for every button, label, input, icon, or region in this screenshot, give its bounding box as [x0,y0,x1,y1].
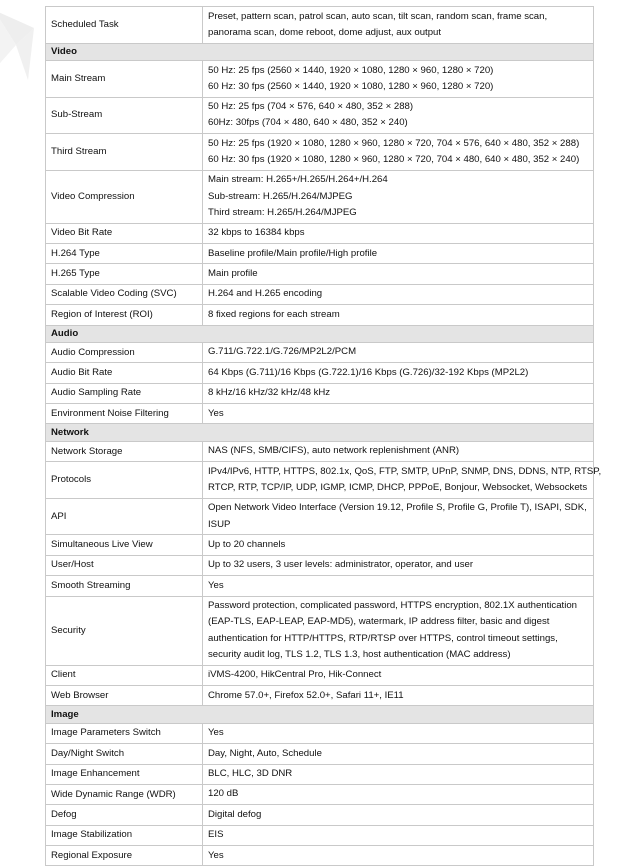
spec-label: Sub-Stream [46,97,203,134]
spec-row-user-host [46,555,594,575]
spec-value [203,243,594,263]
spec-row-video-bit-rate [46,223,594,243]
spec-row-main-stream [46,60,594,97]
spec-label: Image Enhancement [46,764,203,784]
spec-value [203,596,594,665]
spec-label: Audio Compression [46,342,203,362]
spec-value-line: 120 dB [208,788,239,800]
spec-row-image-parameters-switch [46,723,594,743]
spec-value [203,825,594,845]
spec-value-line: Yes [208,407,224,419]
section-title: Network [46,424,594,441]
spec-label: User/Host [46,555,203,575]
spec-value-line: Main profile [208,267,258,279]
spec-row-h-264-type [46,243,594,263]
spec-label: Security [46,596,203,665]
spec-value [203,264,594,284]
spec-value-line: Yes [208,849,224,861]
spec-value-line: Main stream: H.265+/H.265/H.264+/H.264 [208,174,388,186]
spec-value [203,723,594,743]
spec-value-line: Preset, pattern scan, patrol scan, auto scan, tilt scan, random scan, frame scan, [208,10,548,22]
spec-value-line: Digital defog [208,808,262,820]
spec-value [203,97,594,134]
spec-value [203,223,594,243]
spec-value-line: Open Network Video Interface (Version 19.12, Profile S, Profile G, Profile T), ISAPI, SDK, [208,502,587,514]
spec-row-audio-sampling-rate [46,383,594,403]
spec-label: Video Compression [46,170,203,223]
spec-row-third-stream [46,134,594,171]
spec-value-line: Chrome 57.0+, Firefox 52.0+, Safari 11+, IE11 [208,689,404,701]
spec-label: Client [46,665,203,685]
spec-value-line: EIS [208,829,224,841]
section-title: Audio [46,325,594,342]
spec-row-wide-dynamic-range-wdr [46,784,594,804]
spec-label: Wide Dynamic Range (WDR) [46,784,203,804]
spec-label: API [46,498,203,535]
spec-value-line: iVMS-4200, HikCentral Pro, Hik-Connect [208,669,382,681]
spec-row-security [46,596,594,665]
section-title: Image [46,706,594,723]
spec-row-image-enhancement [46,764,594,784]
spec-value-line: Up to 20 channels [208,538,286,550]
spec-value-line: 50 Hz: 25 fps (704 × 576, 640 × 480, 352 × 288) [208,101,414,113]
spec-row-defog [46,805,594,825]
spec-value [203,498,594,535]
spec-value-line: panorama scan, dome reboot, dome adjust, aux output [208,26,442,38]
spec-value [203,60,594,97]
spec-value-line: 50 Hz: 25 fps (1920 × 1080, 1280 × 960, 1280 × 720, 704 × 576, 640 × 480, 352 × 288) [208,137,580,149]
spec-value [203,555,594,575]
spec-label: Main Stream [46,60,203,97]
spec-value-line: 8 fixed regions for each stream [208,308,340,320]
spec-value [203,665,594,685]
spec-value-line: Baseline profile/Main profile/High profile [208,247,378,259]
spec-value [203,535,594,555]
spec-value-line: G.711/G.722.1/G.726/MP2L2/PCM [208,346,357,358]
spec-table [45,6,602,866]
spec-value [203,363,594,383]
spec-value-line: security audit log, TLS 1.2, TLS 1.3, host authentication (MAC address) [208,648,511,660]
spec-row-day-night-switch [46,744,594,764]
section-header-image [46,706,594,723]
spec-label: Network Storage [46,441,203,461]
spec-row-environment-noise-filtering [46,404,594,424]
spec-label: Image Stabilization [46,825,203,845]
spec-label: Scheduled Task [46,7,203,44]
spec-value [203,576,594,596]
spec-row-web-browser [46,685,594,705]
spec-row-client [46,665,594,685]
spec-value-line: IPv4/IPv6, HTTP, HTTPS, 802.1x, QoS, FTP, SMTP, UPnP, SNMP, DNS, DDNS, NTP, RTSP, [208,465,602,477]
spec-value [203,744,594,764]
spec-row-image-stabilization [46,825,594,845]
spec-value [203,846,594,866]
spec-value-line: ISUP [208,518,231,530]
spec-value [203,805,594,825]
spec-value-line: H.264 and H.265 encoding [208,288,323,300]
section-title: Video [46,43,594,60]
spec-value-line: BLC, HLC, 3D DNR [208,768,293,780]
spec-value-line: Yes [208,727,224,739]
spec-label: Third Stream [46,134,203,171]
spec-label: Audio Bit Rate [46,363,203,383]
spec-value [203,342,594,362]
spec-label: Simultaneous Live View [46,535,203,555]
spec-label: H.264 Type [46,243,203,263]
spec-label: H.265 Type [46,264,203,284]
spec-label: Image Parameters Switch [46,723,203,743]
spec-value-line: 8 kHz/16 kHz/32 kHz/48 kHz [208,387,331,399]
spec-label: Protocols [46,462,203,499]
spec-value [203,764,594,784]
spec-row-sub-stream [46,97,594,134]
spec-value-line: NAS (NFS, SMB/CIFS), auto network replenishment (ANR) [208,445,460,457]
spec-label: Web Browser [46,685,203,705]
spec-value-line: RTCP, RTP, TCP/IP, UDP, IGMP, ICMP, DHCP, PPPoE, Bonjour, Websocket, Websockets [208,482,588,493]
spec-label: Day/Night Switch [46,744,203,764]
spec-value-line: Sub-stream: H.265/H.264/MJPEG [208,190,353,202]
spec-row-scheduled-task [46,7,594,44]
spec-value [203,441,594,461]
spec-value-line: Up to 32 users, 3 user levels: administrator, operator, and user [208,559,474,571]
spec-value-line: (EAP-TLS, EAP-LEAP, EAP-MD5), watermark, IP address filter, basic and digest [208,616,550,628]
spec-value [203,305,594,325]
section-header-video [46,43,594,60]
spec-row-audio-compression [46,342,594,362]
spec-value-line: 60Hz: 30fps (704 × 480, 640 × 480, 352 × 240) [208,117,408,129]
spec-value-line: Third stream: H.265/H.264/MJPEG [208,206,357,218]
spec-row-region-of-interest-roi [46,305,594,325]
spec-label: Scalable Video Coding (SVC) [46,284,203,304]
spec-value-line: Password protection, complicated password, HTTPS encryption, 802.1X authentication [208,600,578,612]
spec-row-video-compression [46,170,594,223]
spec-row-smooth-streaming [46,576,594,596]
spec-value [203,7,594,44]
spec-value [203,284,594,304]
spec-row-api [46,498,594,535]
spec-value [203,685,594,705]
spec-value-line: authentication for HTTP/HTTPS, RTP/RTSP over HTTPS, control timeout settings, [208,632,558,644]
spec-value-line: 32 kbps to 16384 kbps [208,227,305,239]
spec-label: Regional Exposure [46,846,203,866]
spec-label: Video Bit Rate [46,223,203,243]
spec-value-line: Yes [208,579,224,591]
spec-label: Region of Interest (ROI) [46,305,203,325]
spec-row-protocols [46,462,594,499]
spec-value [203,383,594,403]
spec-value [203,170,594,223]
spec-row-audio-bit-rate [46,363,594,383]
spec-label: Environment Noise Filtering [46,404,203,424]
spec-value [203,404,594,424]
section-header-network [46,424,594,441]
spec-value [203,784,594,804]
spec-value-line: 60 Hz: 30 fps (1920 × 1080, 1280 × 960, 1280 × 720, 704 × 480, 640 × 480, 352 × 240) [208,153,580,165]
section-header-audio [46,325,594,342]
spec-row-simultaneous-live-view [46,535,594,555]
spec-value-line: 60 Hz: 30 fps (2560 × 1440, 1920 × 1080, 1280 × 960, 1280 × 720) [208,80,494,92]
spec-value-line: 64 Kbps (G.711)/16 Kbps (G.722.1)/16 Kbps (G.726)/32-192 Kbps (MP2L2) [208,366,529,378]
spec-row-h-265-type [46,264,594,284]
spec-value-line: 50 Hz: 25 fps (2560 × 1440, 1920 × 1080, 1280 × 960, 1280 × 720) [208,64,494,76]
spec-row-scalable-video-coding-svc [46,284,594,304]
spec-label: Audio Sampling Rate [46,383,203,403]
spec-value [203,462,602,499]
spec-value [203,134,594,171]
spec-label: Smooth Streaming [46,576,203,596]
spec-row-regional-exposure [46,846,594,866]
spec-label: Defog [46,805,203,825]
spec-row-network-storage [46,441,594,461]
spec-value-line: Day, Night, Auto, Schedule [208,747,322,759]
